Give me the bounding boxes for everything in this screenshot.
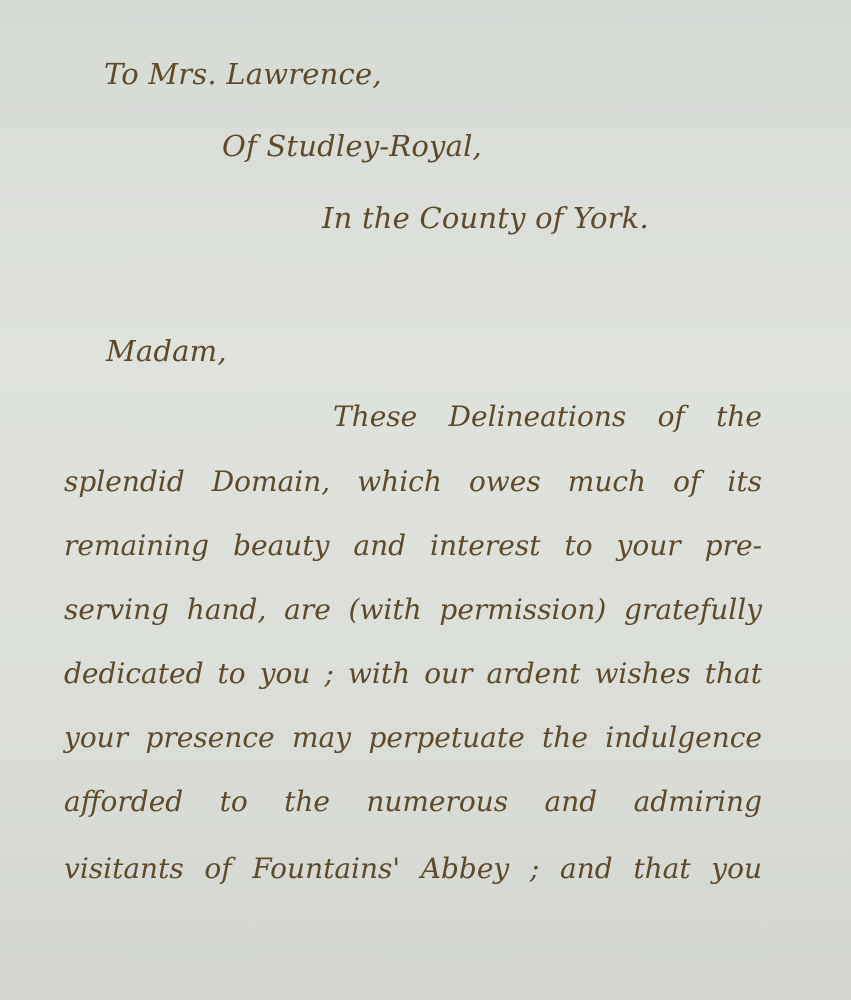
address-line-county: In the County of York. [322,201,649,235]
body-line-7: afforded to the numerous and admiring [64,785,762,818]
salutation: Madam, [106,334,227,368]
body-line-3: remaining beauty and interest to your pre- [64,529,762,562]
address-line-estate: Of Studley-Royal, [222,129,482,163]
body-line-5: dedicated to you ; with our ardent wishes that [64,657,762,690]
address-line-recipient: To Mrs. Lawrence, [104,57,382,91]
body-line-1: These Delineations of the [333,400,762,433]
body-line-8: visitants of Fountains' Abbey ; and that you [64,852,762,885]
body-line-6: your presence may perpetuate the indulgence [64,721,762,754]
body-line-4: serving hand, are (with permission) gratefully [64,593,762,626]
body-line-2: splendid Domain, which owes much of its [64,465,762,498]
